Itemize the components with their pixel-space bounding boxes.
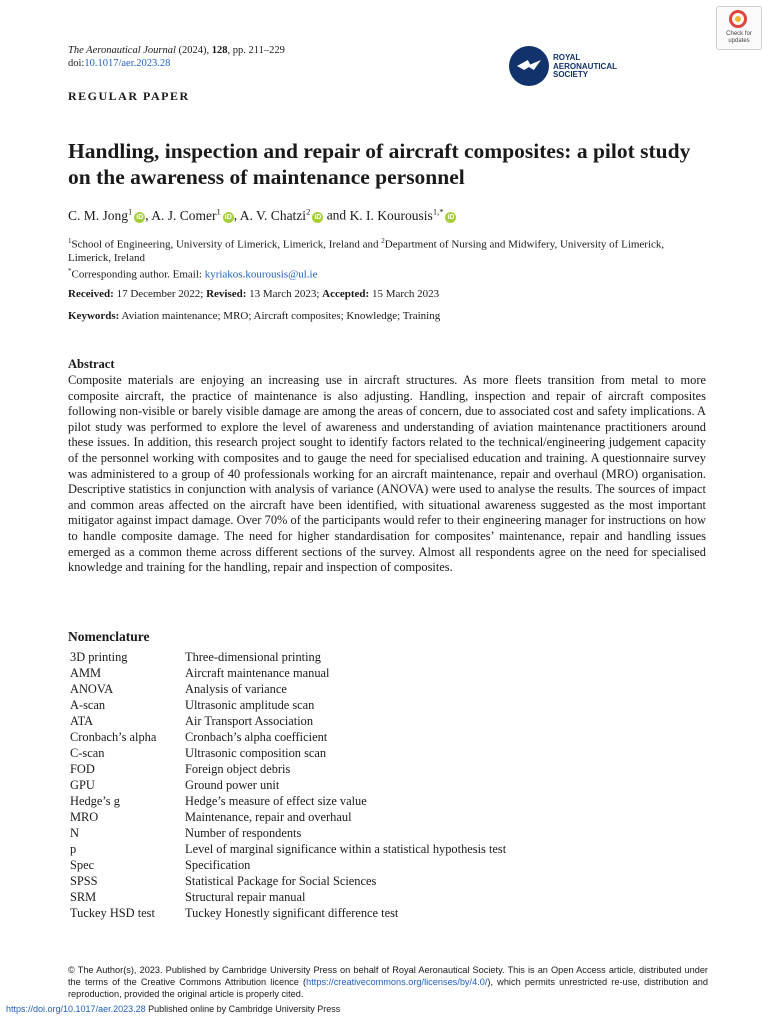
nomenclature-row: p Level of marginal significance within a statistical hypothesis test [70, 842, 507, 856]
nomenclature-row: Cronbach’s alpha Cronbach’s alpha coefficient [70, 730, 328, 744]
nomenclature-table [70, 649, 506, 921]
nomenclature-row: Spec Specification [70, 858, 251, 872]
orcid-icon[interactable]: iD [224, 213, 232, 221]
doi-link[interactable]: 10.1017/aer.2023.28 [84, 58, 171, 69]
society-logo: ROYAL AERONAUTICAL SOCIETY [507, 46, 637, 88]
journal-volume: 128 [211, 45, 228, 56]
nomenclature-row: C-scan Ultrasonic composition scan [70, 746, 327, 760]
nomenclature-row: Tuckey HSD test Tuckey Honestly significant difference test [70, 906, 399, 920]
nomenclature-row: A-scan Ultrasonic amplitude scan [70, 698, 315, 712]
author[interactable]: A. J. Comer$^1$ [151, 206, 221, 223]
copyright-notice: © The Author(s), 2023. Published by Cambridge University Press on behalf of Royal Aeronautical Society. This is an Open Access article, distributed under the terms of the Creative Commons Attribution licence (https://creativecommons.org/licenses/by/4.0/), which permits unrestricted re-use, distribution and reproduction, provided the original article is properly cited. [68, 965, 708, 999]
nomenclature-row: SRM Structural repair manual [70, 890, 306, 904]
journal-citation: The Aeronautical Journal (2024), 128, pp. 211–229 doi:10.1017/aer.2023.28 [68, 45, 285, 69]
licence-link[interactable]: https://creativecommons.org/licenses/by/4.0/ [306, 977, 488, 987]
author[interactable]: K. I. Kourousis$^{1,*}$ [349, 206, 444, 223]
author-list: C. M. Jong$^1$iD , A. J. Comer$^1$iD , A. V. Chatzi$^2$iD and K. I. Kourousis$^{1,*}$iD [68, 206, 455, 223]
affiliations: $^1$School of Engineering, University of Limerick, Limerick, Ireland and $^2$Department of Nursing and Midwifery, University of Limerick, Limerick, Ireland *Corresponding author. Email: kyriakos.kourousis@ul.ie [68, 237, 665, 281]
nomenclature-row: FOD Foreign object debris [70, 762, 291, 776]
abstract-body: Composite materials are enjoying an increasing use in aircraft structures. As more fleets transition from metal to more composite aircraft, the practice of maintenance is also adjusting. Handling, inspection and repair of aircraft composites following non-visible or barely visible damage are among the areas of concern, due to associated cost and safety implications. A pilot study was performed to explore the level of awareness and understanding of aviation maintenance practitioners around these issues. In addition, this research project sought to identify factors related to the technical/engineering judgement capacity of the personnel working with composites and to gauge the need for specialised education and training. A questionnaire survey was administered to a group of 40 professionals working for an aircraft maintenance, repair and overhaul (MRO) organisation. Descriptive statistics in conjunction with analysis of variance (ANOVA) were used to analyse the results. The sources of impact and common areas affected on the aircraft have been identified, with situational awareness suggested as the most important mitigator against impact damage. Over 70% of the participants would refer to their engineering manager for instructions on how to handle composite damage. The need for higher standardisation for composites’ maintenance, repair and handling issues emerged as a common theme across different sections of the survey. Almost all respondents agree on the need for specialised knowledge and training for the handling, repair and inspection of composites. [68, 373, 706, 575]
author[interactable]: A. V. Chatzi$^2$ [239, 206, 311, 223]
paper-type: REGULAR PAPER [68, 89, 190, 103]
orcid-icon[interactable]: iD [136, 213, 144, 221]
article-title: Handling, inspection and repair of aircraft composites: a pilot study on the awareness of maintenance personnel [68, 139, 691, 189]
published-online-line: https://doi.org/10.1017/aer.2023.28 Published online by Cambridge University Press [6, 1004, 341, 1014]
society-emblem-icon [509, 46, 549, 86]
published-doi-link[interactable]: https://doi.org/10.1017/aer.2023.28 [6, 1004, 146, 1014]
article-dates: Received: 17 December 2022; Revised: 13 March 2023; Accepted: 15 March 2023 [68, 288, 440, 300]
nomenclature-row: SPSS Statistical Package for Social Sciences [70, 874, 377, 888]
keywords: Keywords: Aviation maintenance; MRO; Aircraft composites; Knowledge; Training [68, 310, 441, 322]
crossmark-icon [729, 10, 747, 28]
author[interactable]: C. M. Jong$^1$ [68, 206, 133, 223]
nomenclature-row: 3D printing Three-dimensional printing [70, 650, 321, 664]
orcid-icon[interactable]: iD [314, 213, 322, 221]
nomenclature-row: GPU Ground power unit [70, 778, 280, 792]
nomenclature-row: MRO Maintenance, repair and overhaul [70, 810, 352, 824]
nomenclature-row: Hedge’s g Hedge’s measure of effect size value [70, 794, 367, 808]
abstract-heading: Abstract [68, 357, 115, 371]
nomenclature-heading: Nomenclature [68, 629, 150, 644]
corresponding-email-link[interactable]: kyriakos.kourousis@ul.ie [204, 268, 318, 281]
nomenclature-row: ATA Air Transport Association [70, 714, 314, 728]
journal-name: The Aeronautical Journal [68, 45, 176, 56]
check-for-updates-badge[interactable]: Check for updates [716, 6, 762, 50]
nomenclature-row: N Number of respondents [70, 826, 302, 840]
orcid-icon[interactable]: iD [447, 213, 455, 221]
nomenclature-row: AMM Aircraft maintenance manual [70, 666, 330, 680]
nomenclature-row: ANOVA Analysis of variance [70, 682, 287, 696]
